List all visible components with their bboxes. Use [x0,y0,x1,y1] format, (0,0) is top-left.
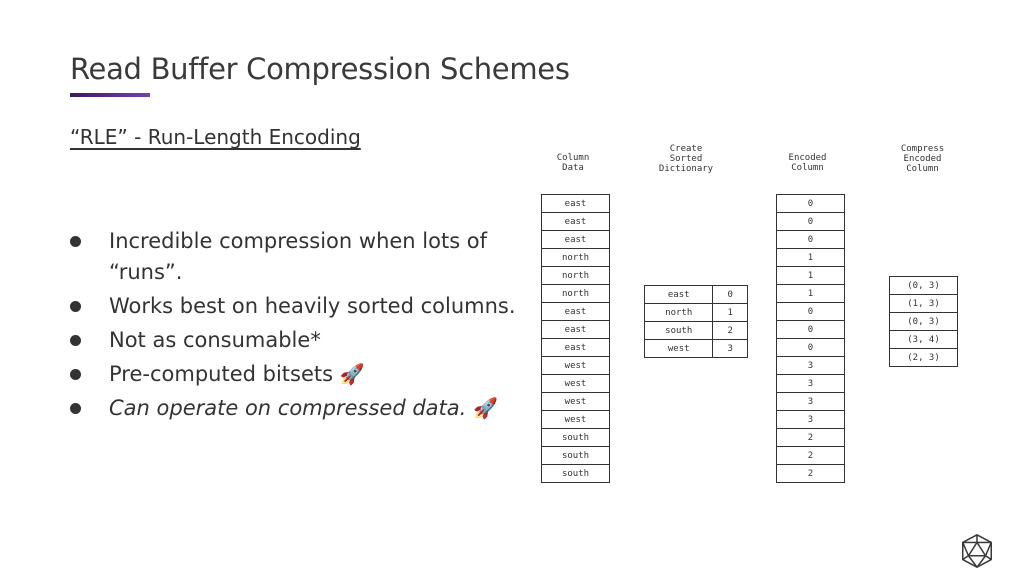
encoded-column-cell: 0 [777,303,845,321]
encoded-column-row [777,339,845,357]
column-data-cell: south [542,429,610,447]
sorted-dictionary-header: Create Sorted Dictionary [658,144,714,174]
encoded-column-cell: 3 [777,411,845,429]
column-data-cell: north [542,249,610,267]
bullet-dot-icon [70,335,81,346]
encoded-column-table [776,194,845,483]
sorted-dictionary-table [644,285,748,358]
dictionary-code-cell: 3 [713,340,748,358]
column-data-cell: north [542,285,610,303]
encoded-column-cell: 3 [777,393,845,411]
column-data-row [542,375,610,393]
column-data-row [542,285,610,303]
compressed-column-cell: (1, 3) [890,295,958,313]
encoded-column-row [777,231,845,249]
column-data-cell: east [542,321,610,339]
encoded-column-cell: 2 [777,465,845,483]
column-data-table [541,194,610,483]
encoded-column-row [777,393,845,411]
encoded-column-row [777,285,845,303]
column-data-cell: east [542,195,610,213]
encoded-column-row [777,357,845,375]
column-data-cell: west [542,393,610,411]
compressed-column-cell: (2, 3) [890,349,958,367]
dictionary-value-cell: south [645,322,713,340]
dictionary-value-cell: east [645,286,713,304]
dictionary-row [645,322,748,340]
column-data-row [542,339,610,357]
encoded-column-cell: 0 [777,213,845,231]
column-data-row [542,213,610,231]
bullet-text: Can operate on compressed data. [109,396,473,420]
column-data-row [542,249,610,267]
bullet-item [70,393,520,424]
bullet-text: Not as consumable* [109,328,321,352]
encoded-column-header: Encoded Column [788,153,827,173]
dictionary-code-cell: 1 [713,304,748,322]
column-data-row [542,231,610,249]
bullet-item [70,325,520,356]
rocket-icon: 🚀 [339,362,365,386]
compressed-column-cell: (0, 3) [890,277,958,295]
encoded-column-cell: 2 [777,447,845,465]
rocket-icon: 🚀 [472,396,498,420]
compressed-column-row [890,349,958,367]
encoded-column-cell: 0 [777,195,845,213]
column-data-cell: south [542,465,610,483]
column-data-cell: east [542,339,610,357]
bullet-dot-icon [70,369,81,380]
encoded-column-row [777,267,845,285]
bullet-dot-icon [70,403,81,414]
column-data-row [542,357,610,375]
slide-subtitle: “RLE” - Run-Length Encoding [70,125,361,149]
dictionary-code-cell: 2 [713,322,748,340]
dictionary-row [645,286,748,304]
compressed-column-row [890,277,958,295]
bullet-list [70,226,520,427]
encoded-column-row [777,411,845,429]
column-data-row [542,393,610,411]
column-data-row [542,303,610,321]
column-data-row [542,447,610,465]
column-data-cell: east [542,231,610,249]
column-data-cell: north [542,267,610,285]
dictionary-row [645,340,748,358]
encoded-column-cell: 1 [777,285,845,303]
bullet-dot-icon [70,236,81,247]
compress-encoded-header: Compress Encoded Column [900,144,945,174]
encoded-column-row [777,195,845,213]
compressed-column-row [890,295,958,313]
encoded-column-row [777,213,845,231]
dictionary-value-cell: west [645,340,713,358]
dictionary-value-cell: north [645,304,713,322]
compressed-column-table [889,276,958,367]
bullet-text: Incredible compression when lots of “runs”. [109,229,488,284]
encoded-column-cell: 0 [777,231,845,249]
bullet-item [70,359,520,390]
bullet-text: Works best on heavily sorted columns. [109,294,516,318]
bullet-dot-icon [70,301,81,312]
encoded-column-row [777,321,845,339]
slide-title: Read Buffer Compression Schemes [70,52,570,86]
encoded-column-cell: 3 [777,357,845,375]
bullet-item [70,226,520,288]
column-data-row [542,429,610,447]
encoded-column-row [777,465,845,483]
column-data-cell: south [542,447,610,465]
bullet-item [70,291,520,322]
column-data-cell: west [542,411,610,429]
column-data-row [542,267,610,285]
encoded-column-cell: 1 [777,267,845,285]
encoded-column-row [777,429,845,447]
bullet-text: Pre-computed bitsets [109,362,340,386]
encoded-column-row [777,249,845,267]
column-data-row [542,321,610,339]
compressed-column-cell: (3, 4) [890,331,958,349]
column-data-cell: east [542,213,610,231]
column-data-header: Column Data [556,153,590,173]
title-accent-bar [70,93,150,97]
column-data-row [542,411,610,429]
encoded-column-cell: 2 [777,429,845,447]
encoded-column-cell: 0 [777,339,845,357]
encoded-column-row [777,303,845,321]
column-data-cell: west [542,375,610,393]
encoded-column-row [777,447,845,465]
encoded-column-cell: 3 [777,375,845,393]
column-data-row [542,195,610,213]
compressed-column-row [890,313,958,331]
dictionary-code-cell: 0 [713,286,748,304]
column-data-cell: east [542,303,610,321]
column-data-row [542,465,610,483]
compressed-column-cell: (0, 3) [890,313,958,331]
compressed-column-row [890,331,958,349]
column-data-cell: west [542,357,610,375]
encoded-column-cell: 0 [777,321,845,339]
encoded-column-row [777,375,845,393]
icosahedron-logo-icon [958,532,996,570]
dictionary-row [645,304,748,322]
encoded-column-cell: 1 [777,249,845,267]
